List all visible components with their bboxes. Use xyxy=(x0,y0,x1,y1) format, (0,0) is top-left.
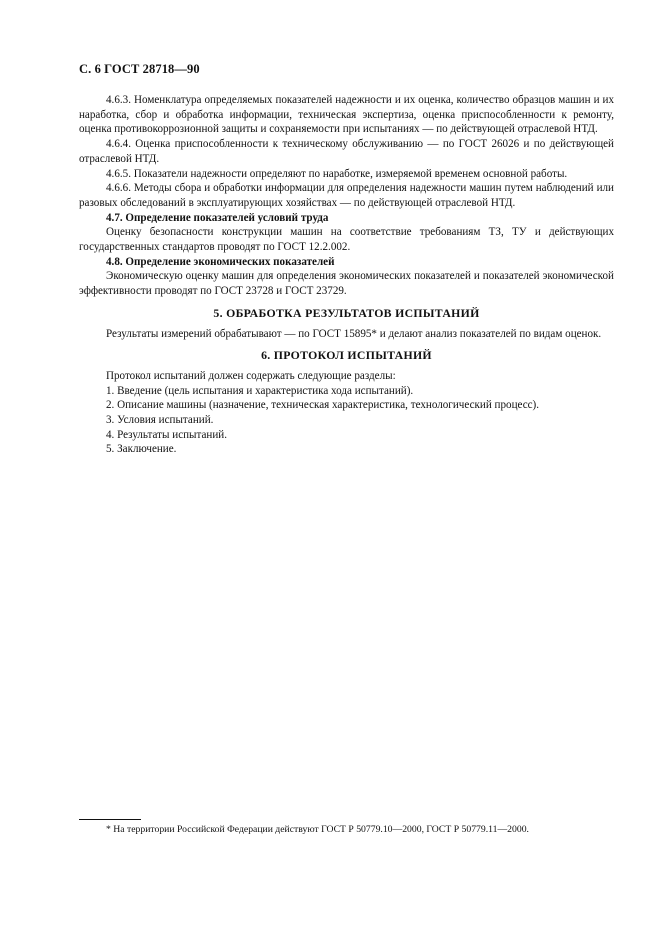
list-item: 5. Заключение. xyxy=(106,443,177,456)
section-5-heading: 5. ОБРАБОТКА РЕЗУЛЬТАТОВ ИСПЫТАНИЙ xyxy=(213,305,480,320)
footnote: * На территории Российской Федерации действуют ГОСТ Р 50779.10—2000, ГОСТ Р 50779.11—2000. xyxy=(106,824,529,835)
document-body xyxy=(79,93,614,457)
footnote-divider xyxy=(79,819,141,820)
list-item: 2. Описание машины (назначение, техническая характеристика, технологический процесс). xyxy=(106,399,540,412)
list-item: 4. Результаты испытаний. xyxy=(106,428,227,441)
paragraph-4-6-5: 4.6.5. Показатели надежности определяют по наработке, измеряемой временем основной работы. xyxy=(106,167,568,180)
page-header: С. 6 ГОСТ 28718—90 xyxy=(79,62,200,76)
list-item: 3. Условия испытаний. xyxy=(106,414,214,427)
section-6-heading: 6. ПРОТОКОЛ ИСПЫТАНИЙ xyxy=(261,348,432,363)
paragraph-4-6-6: 4.6.6. Методы сбора и обработки информации для определения надежности машин путем наблюдений или разовых обследований в эксплуатирующих хозяйствах — по действующей отраслевой НТД. xyxy=(79,182,614,209)
list-item: 1. Введение (цель испытания и характеристика хода испытаний). xyxy=(106,384,414,397)
paragraph-4-6-4: 4.6.4. Оценка приспособленности к техническому обслуживанию — по ГОСТ 26026 и по действующей отраслевой НТД. xyxy=(79,138,614,165)
protocol-sections-list xyxy=(79,384,614,458)
section-6-intro: Протокол испытаний должен содержать следующие разделы: xyxy=(106,369,396,382)
subheading-4-7: 4.7. Определение показателей условий труда xyxy=(106,211,329,224)
section-5-text: Результаты измерений обрабатывают — по ГОСТ 15895* и делают анализ показателей по видам оценок. xyxy=(106,327,602,340)
paragraph-4-8: Экономическую оценку машин для определения экономических показателей и показателей экономической эффективности проводят по ГОСТ 23728 и ГОСТ 23729. xyxy=(79,270,614,298)
paragraph-4-6-3: 4.6.3. Номенклатура определяемых показателей надежности и их оценка, количество образцов машин и их наработка, сбор и обработка информации, техническая экспертиза, оценка приспособленности к ремонту, оценка противокоррозионной защиты и сохраняемости при испытаниях — по действующей отраслевой НТД. xyxy=(79,94,614,136)
paragraph-4-7: Оценку безопасности конструкции машин на соответствие требованиям ТЗ, ТУ и действующих государственных стандартов проводят по ГОСТ 12.2.002. xyxy=(79,226,614,254)
subheading-4-8: 4.8. Определение экономических показателей xyxy=(106,255,335,268)
